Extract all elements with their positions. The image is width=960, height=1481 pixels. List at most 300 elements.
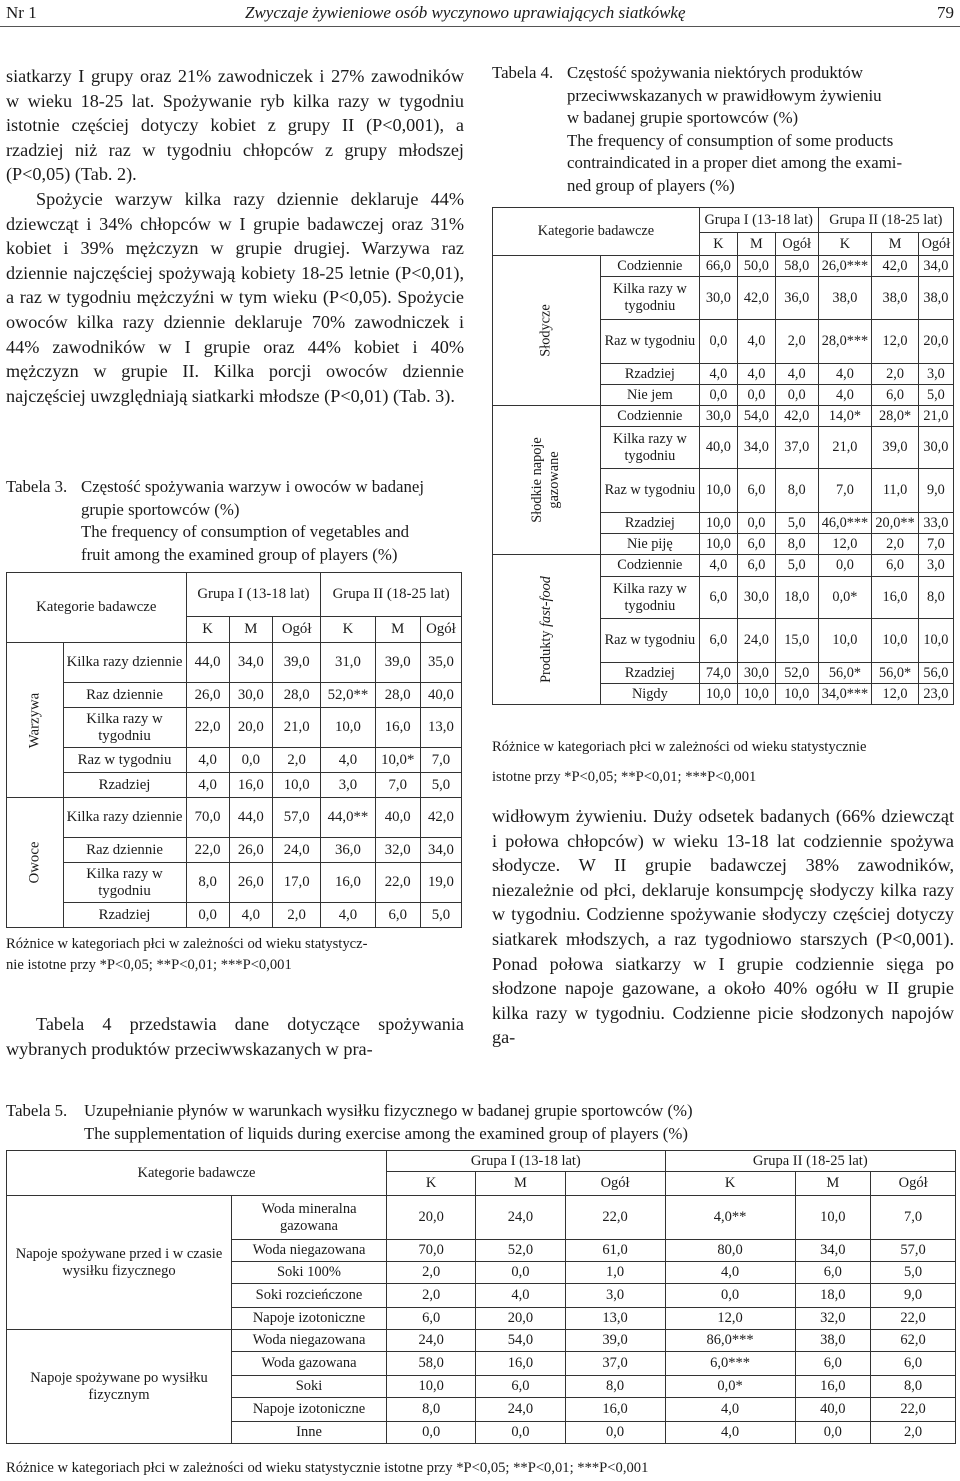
value-cell: 10,0 bbox=[699, 513, 737, 534]
left-column-text-bottom bbox=[6, 1012, 464, 1061]
value-cell: 42,0 bbox=[737, 277, 775, 320]
value-cell: 10,0 bbox=[699, 469, 737, 513]
value-cell: 30,0 bbox=[699, 406, 737, 427]
value-cell: 6,0*** bbox=[665, 1352, 795, 1376]
value-cell: 40,0 bbox=[420, 683, 461, 708]
caption-line: ned group of players (%) bbox=[567, 175, 735, 195]
value-cell: 34,0 bbox=[918, 256, 953, 277]
value-cell: 28,0 bbox=[272, 683, 320, 708]
value-cell: 6,0 bbox=[872, 385, 918, 406]
value-cell: 44,0 bbox=[229, 798, 272, 838]
value-cell: 6,0 bbox=[375, 903, 420, 928]
value-cell: 5,0 bbox=[871, 1262, 956, 1284]
value-cell: 34,0 bbox=[795, 1240, 871, 1262]
section-label bbox=[7, 643, 64, 798]
value-cell: 4,0 bbox=[321, 748, 375, 773]
caption-line: przeciwwskazanych w prawidłowym żywieniu bbox=[567, 85, 882, 105]
caption-line: fruit among the examined group of players (%) bbox=[81, 544, 398, 564]
sub-header: Ogół bbox=[420, 617, 461, 643]
sub-header: K bbox=[321, 617, 375, 643]
header-rule bbox=[0, 26, 960, 27]
value-cell: 38,0 bbox=[918, 277, 953, 320]
value-cell: 19,0 bbox=[420, 863, 461, 903]
value-cell: 16,0 bbox=[375, 708, 420, 748]
value-cell: 6,0 bbox=[872, 555, 918, 577]
row-label: Kilka razy w tygodniu bbox=[600, 427, 699, 469]
table-row bbox=[7, 798, 462, 838]
value-cell: 39,0 bbox=[565, 1330, 665, 1352]
row-label: Woda mineralna gazowana bbox=[232, 1196, 387, 1240]
value-cell: 5,0 bbox=[918, 385, 953, 406]
value-cell: 74,0 bbox=[699, 663, 737, 684]
value-cell: 16,0 bbox=[872, 577, 918, 619]
value-cell: 21,0 bbox=[918, 406, 953, 427]
sub-header: M bbox=[872, 233, 918, 256]
table-row bbox=[7, 903, 462, 928]
value-cell: 9,0 bbox=[918, 469, 953, 513]
value-cell: 6,0 bbox=[737, 469, 775, 513]
table-row bbox=[7, 1196, 956, 1240]
value-cell: 4,0 bbox=[775, 364, 818, 385]
row-label: Napoje izotoniczne bbox=[232, 1308, 387, 1330]
value-cell: 4,0 bbox=[665, 1262, 795, 1284]
row-label: Raz w tygodniu bbox=[63, 748, 186, 773]
value-cell: 8,0 bbox=[186, 863, 229, 903]
value-cell: 10,0 bbox=[775, 684, 818, 705]
value-cell: 32,0 bbox=[375, 838, 420, 863]
issue-number: Nr 1 bbox=[6, 3, 37, 22]
value-cell: 11,0 bbox=[872, 469, 918, 513]
sub-header: Ogół bbox=[918, 233, 953, 256]
value-cell: 10,0 bbox=[699, 684, 737, 705]
row-label: Nigdy bbox=[600, 684, 699, 705]
sub-header: M bbox=[476, 1172, 565, 1196]
value-cell: 10,0 bbox=[795, 1196, 871, 1240]
value-cell: 7,0 bbox=[871, 1196, 956, 1240]
section-label-text: Owoce bbox=[26, 841, 43, 884]
caption-line: The frequency of consumption of vegetables and bbox=[81, 522, 410, 542]
row-label: Kilka razy dziennie bbox=[63, 798, 186, 838]
value-cell: 8,0 bbox=[387, 1398, 476, 1422]
row-label: Soki bbox=[232, 1376, 387, 1398]
value-cell: 15,0 bbox=[775, 619, 818, 663]
row-label: Codziennie bbox=[600, 406, 699, 427]
value-cell: 0,0* bbox=[665, 1376, 795, 1398]
value-cell: 0,0 bbox=[565, 1422, 665, 1444]
row-label: Soki rozcieńczone bbox=[232, 1284, 387, 1308]
table3-caption bbox=[6, 476, 468, 570]
value-cell: 20,0** bbox=[872, 513, 918, 534]
section-label-text: Słodycze bbox=[537, 304, 554, 357]
value-cell: 58,0 bbox=[387, 1352, 476, 1376]
value-cell: 16,0 bbox=[795, 1376, 871, 1398]
caption-line: w badanej grupie sportowców (%) bbox=[567, 108, 799, 128]
value-cell: 22,0 bbox=[565, 1196, 665, 1240]
value-cell: 10,0 bbox=[321, 708, 375, 748]
sub-header: M bbox=[795, 1172, 871, 1196]
value-cell: 0,0 bbox=[818, 555, 872, 577]
value-cell: 6,0 bbox=[737, 534, 775, 555]
paragraph: widłowym żywieniu. Duży odsetek badanych (66% dziewcząt i połowa chłopców) w wieku 13-18 lat codziennie spożywa słodycze. W II grupie badawczej 38% zawodników, niezależnie od płci, deklaruje konsumpcję słodyczy kilka razy w tygodniu. Codzienne spożywanie słodyczy częściej dotyczy siatkarek młodszych, a raz tygodniowo starszych (P<0,001). Ponad połowa siatkarzy w I grupie codziennie sięga po słodzone napoje gazowane, a około 40% ogółu w II grupie kilka razy w tygodniu. Codzienne picie słodzonych napojów ga- bbox=[492, 806, 954, 1048]
value-cell: 30,0 bbox=[229, 683, 272, 708]
value-cell: 16,0 bbox=[321, 863, 375, 903]
table4 bbox=[492, 207, 954, 705]
value-cell: 40,0 bbox=[699, 427, 737, 469]
value-cell: 54,0 bbox=[476, 1330, 565, 1352]
row-label: Codziennie bbox=[600, 555, 699, 577]
row-label: Kilka razy w tygodniu bbox=[63, 708, 186, 748]
value-cell: 24,0 bbox=[387, 1330, 476, 1352]
sub-header: Ogół bbox=[565, 1172, 665, 1196]
sub-header: K bbox=[699, 233, 737, 256]
row-label: Codziennie bbox=[600, 256, 699, 277]
value-cell: 0,0 bbox=[795, 1422, 871, 1444]
value-cell: 0,0 bbox=[737, 385, 775, 406]
value-cell: 4,0 bbox=[665, 1422, 795, 1444]
value-cell: 5,0 bbox=[775, 555, 818, 577]
page-number: 79 bbox=[937, 3, 954, 22]
value-cell: 56,0 bbox=[918, 663, 953, 684]
section-label-text: Warzywa bbox=[26, 692, 43, 748]
value-cell: 16,0 bbox=[476, 1352, 565, 1376]
value-cell: 4,0 bbox=[699, 364, 737, 385]
value-cell: 10,0 bbox=[818, 619, 872, 663]
value-cell: 34,0 bbox=[737, 427, 775, 469]
value-cell: 10,0 bbox=[272, 773, 320, 798]
value-cell: 6,0 bbox=[795, 1352, 871, 1376]
value-cell: 0,0 bbox=[476, 1422, 565, 1444]
caption-line: The frequency of consumption of some products bbox=[567, 130, 894, 150]
value-cell: 2,0 bbox=[272, 748, 320, 773]
table5-note: Różnice w kategoriach płci w zależności od wieku statystycznie istotne przy *P<0,05; **P<0,01; ***P<0,001 bbox=[6, 1460, 649, 1476]
value-cell: 38,0 bbox=[795, 1330, 871, 1352]
value-cell: 37,0 bbox=[775, 427, 818, 469]
value-cell: 24,0 bbox=[272, 838, 320, 863]
table-row bbox=[493, 555, 954, 577]
value-cell: 80,0 bbox=[665, 1240, 795, 1262]
value-cell: 86,0*** bbox=[665, 1330, 795, 1352]
row-label: Raz w tygodniu bbox=[600, 320, 699, 364]
value-cell: 0,0* bbox=[818, 577, 872, 619]
value-cell: 44,0 bbox=[186, 643, 229, 683]
value-cell: 5,0 bbox=[775, 513, 818, 534]
value-cell: 39,0 bbox=[872, 427, 918, 469]
row-label: Kilka razy w tygodniu bbox=[600, 577, 699, 619]
paragraph: siatkarzy I grupy oraz 21% zawodniczek i 27% zawodników w wieku 18-25 lat. Spożywanie ryb kilka razy w tygodniu istotnie częściej dotyczy kobiet z grupy II (P<0,001), a rzadziej niż raz w tygodniu chłopców z grupy młodszej (P<0,05) (Tab. 2). bbox=[6, 66, 464, 185]
value-cell: 10,0 bbox=[699, 534, 737, 555]
value-cell: 57,0 bbox=[272, 798, 320, 838]
left-column-text-top bbox=[6, 64, 464, 408]
sub-header: Ogół bbox=[871, 1172, 956, 1196]
value-cell: 26,0 bbox=[186, 683, 229, 708]
value-cell: 10,0 bbox=[918, 619, 953, 663]
value-cell: 7,0 bbox=[420, 748, 461, 773]
category-header: Kategorie badawcze bbox=[7, 1151, 387, 1196]
value-cell: 4,0 bbox=[818, 385, 872, 406]
section-label bbox=[7, 798, 64, 928]
value-cell: 34,0 bbox=[420, 838, 461, 863]
value-cell: 8,0 bbox=[775, 469, 818, 513]
value-cell: 12,0 bbox=[665, 1308, 795, 1330]
value-cell: 7,0 bbox=[375, 773, 420, 798]
value-cell: 56,0* bbox=[818, 663, 872, 684]
value-cell: 30,0 bbox=[737, 577, 775, 619]
note-line: Różnice w kategoriach płci w zależności od wieku statystycz- bbox=[6, 936, 368, 952]
value-cell: 21,0 bbox=[272, 708, 320, 748]
category-header: Kategorie badawcze bbox=[493, 208, 700, 256]
table-row bbox=[493, 256, 954, 277]
value-cell: 4,0 bbox=[229, 903, 272, 928]
group-header: Grupa II (18-25 lat) bbox=[321, 573, 462, 617]
value-cell: 56,0* bbox=[872, 663, 918, 684]
sub-header: M bbox=[737, 233, 775, 256]
table3-label: Tabela 3. bbox=[6, 477, 68, 496]
value-cell: 20,0 bbox=[476, 1308, 565, 1330]
value-cell: 12,0 bbox=[872, 320, 918, 364]
value-cell: 28,0*** bbox=[818, 320, 872, 364]
table4-label: Tabela 4. bbox=[492, 63, 554, 82]
value-cell: 52,0** bbox=[321, 683, 375, 708]
value-cell: 2,0 bbox=[272, 903, 320, 928]
value-cell: 0,0 bbox=[775, 385, 818, 406]
table-row bbox=[493, 406, 954, 427]
value-cell: 38,0 bbox=[872, 277, 918, 320]
value-cell: 2,0 bbox=[775, 320, 818, 364]
value-cell: 0,0 bbox=[737, 513, 775, 534]
value-cell: 44,0** bbox=[321, 798, 375, 838]
value-cell: 4,0 bbox=[476, 1284, 565, 1308]
value-cell: 39,0 bbox=[272, 643, 320, 683]
paragraph: Spożycie warzyw kilka razy dziennie deklaruje 44% dziewcząt i 34% chłopców w I grupie badawczej oraz 31% kobiet i 39% mężczyzn w grupie drugiej. Warzywa raz dziennie najczęściej spożywają kobiety 18-25 letnie (P<0,01), a raz w tygodniu mężczyźni w tym wieku (P<0,05). Spożycie owoców kilka razy dziennie deklaruje 70% zawodniczek i 44% zawodników w I grupie oraz 44% kobiet i 40% mężczyzn w grupie II. Kilka porcji owoców dziennie najczęściej uwzględniają siatkarki młodsze (P<0,01) (Tab. 3). bbox=[6, 188, 464, 406]
row-label: Nie piję bbox=[600, 534, 699, 555]
value-cell: 20,0 bbox=[918, 320, 953, 364]
caption-line: Częstość spożywania niektórych produktów bbox=[567, 63, 863, 82]
value-cell: 10,0 bbox=[737, 684, 775, 705]
value-cell: 3,0 bbox=[321, 773, 375, 798]
table-row bbox=[7, 708, 462, 748]
value-cell: 5,0 bbox=[420, 773, 461, 798]
value-cell: 3,0 bbox=[918, 555, 953, 577]
row-label: Inne bbox=[232, 1422, 387, 1444]
table-row bbox=[7, 643, 462, 683]
value-cell: 6,0 bbox=[699, 577, 737, 619]
value-cell: 6,0 bbox=[699, 619, 737, 663]
value-cell: 50,0 bbox=[737, 256, 775, 277]
value-cell: 20,0 bbox=[387, 1196, 476, 1240]
row-label: Nie jem bbox=[600, 385, 699, 406]
caption-line: contraindicated in a proper diet among the exami- bbox=[567, 153, 903, 173]
value-cell: 4,0 bbox=[818, 364, 872, 385]
value-cell: 4,0 bbox=[186, 748, 229, 773]
value-cell: 10,0 bbox=[387, 1376, 476, 1398]
row-label: Raz w tygodniu bbox=[600, 619, 699, 663]
table-row bbox=[7, 838, 462, 863]
value-cell: 17,0 bbox=[272, 863, 320, 903]
caption-line: grupie sportowców (%) bbox=[81, 499, 240, 519]
value-cell: 6,0 bbox=[795, 1262, 871, 1284]
row-label: Woda niegazowana bbox=[232, 1240, 387, 1262]
value-cell: 18,0 bbox=[775, 577, 818, 619]
sub-header: M bbox=[375, 617, 420, 643]
row-label: Napoje izotoniczne bbox=[232, 1398, 387, 1422]
caption-line: Częstość spożywania warzyw i owoców w badanej bbox=[81, 477, 424, 496]
value-cell: 34,0*** bbox=[818, 684, 872, 705]
value-cell: 4,0 bbox=[737, 320, 775, 364]
sub-header: K bbox=[665, 1172, 795, 1196]
table-row bbox=[7, 863, 462, 903]
sub-header: K bbox=[387, 1172, 476, 1196]
sub-header: M bbox=[229, 617, 272, 643]
running-title: Zwyczaje żywieniowe osób wyczynowo uprawiających siatkówkę bbox=[245, 3, 686, 22]
table5-label: Tabela 5. bbox=[6, 1101, 68, 1120]
caption-line: The supplementation of liquids during exercise among the examined group of players (%) bbox=[84, 1123, 688, 1143]
value-cell: 0,0 bbox=[665, 1284, 795, 1308]
value-cell: 37,0 bbox=[565, 1352, 665, 1376]
group-header: Grupa II (18-25 lat) bbox=[818, 208, 953, 233]
page-header bbox=[0, 0, 960, 28]
value-cell: 4,0 bbox=[186, 773, 229, 798]
value-cell: 5,0 bbox=[420, 903, 461, 928]
value-cell: 22,0 bbox=[375, 863, 420, 903]
table4-caption bbox=[492, 62, 956, 202]
table-row bbox=[7, 773, 462, 798]
section-label-text: Produkty fast-food bbox=[537, 576, 554, 683]
value-cell: 32,0 bbox=[795, 1308, 871, 1330]
value-cell: 46,0*** bbox=[818, 513, 872, 534]
value-cell: 42,0 bbox=[775, 406, 818, 427]
value-cell: 36,0 bbox=[321, 838, 375, 863]
row-label: Woda niegazowana bbox=[232, 1330, 387, 1352]
value-cell: 12,0 bbox=[818, 534, 872, 555]
value-cell: 6,0 bbox=[871, 1352, 956, 1376]
section-label: Napoje spożywane przed i w czasie wysiłku fizycznego bbox=[7, 1196, 232, 1330]
value-cell: 26,0*** bbox=[818, 256, 872, 277]
value-cell: 6,0 bbox=[387, 1308, 476, 1330]
value-cell: 21,0 bbox=[818, 427, 872, 469]
table-row bbox=[7, 748, 462, 773]
value-cell: 4,0 bbox=[665, 1398, 795, 1422]
value-cell: 8,0 bbox=[871, 1376, 956, 1398]
section-label bbox=[493, 555, 601, 705]
value-cell: 13,0 bbox=[420, 708, 461, 748]
paragraph: Tabela 4 przedstawia dane dotyczące spożywania wybranych produktów przeciwwskazanych w pra- bbox=[6, 1014, 464, 1059]
table5-caption bbox=[6, 1100, 956, 1148]
table-row bbox=[7, 683, 462, 708]
value-cell: 1,0 bbox=[565, 1262, 665, 1284]
row-label: Kilka razy dziennie bbox=[63, 643, 186, 683]
value-cell: 4,0** bbox=[665, 1196, 795, 1240]
value-cell: 26,0 bbox=[229, 838, 272, 863]
value-cell: 0,0 bbox=[476, 1262, 565, 1284]
value-cell: 26,0 bbox=[229, 863, 272, 903]
group-header: Grupa I (13-18 lat) bbox=[699, 208, 818, 233]
value-cell: 20,0 bbox=[229, 708, 272, 748]
value-cell: 30,0 bbox=[737, 663, 775, 684]
value-cell: 4,0 bbox=[699, 555, 737, 577]
sub-header: Ogół bbox=[272, 617, 320, 643]
value-cell: 39,0 bbox=[375, 643, 420, 683]
value-cell: 22,0 bbox=[871, 1398, 956, 1422]
note-line: nie istotne przy *P<0,05; **P<0,01; ***P<0,001 bbox=[6, 957, 292, 973]
value-cell: 57,0 bbox=[871, 1240, 956, 1262]
value-cell: 40,0 bbox=[795, 1398, 871, 1422]
section-label bbox=[493, 256, 601, 406]
value-cell: 8,0 bbox=[918, 577, 953, 619]
sub-header: K bbox=[186, 617, 229, 643]
note-line: Różnice w kategoriach płci w zależności od wieku statystycznie bbox=[492, 739, 867, 755]
value-cell: 40,0 bbox=[375, 798, 420, 838]
value-cell: 0,0 bbox=[699, 385, 737, 406]
row-label: Soki 100% bbox=[232, 1262, 387, 1284]
group-header: Grupa II (18-25 lat) bbox=[665, 1151, 955, 1172]
value-cell: 42,0 bbox=[420, 798, 461, 838]
value-cell: 13,0 bbox=[565, 1308, 665, 1330]
row-label: Rzadziej bbox=[63, 903, 186, 928]
value-cell: 36,0 bbox=[775, 277, 818, 320]
value-cell: 4,0 bbox=[321, 903, 375, 928]
value-cell: 3,0 bbox=[918, 364, 953, 385]
row-label: Rzadziej bbox=[600, 663, 699, 684]
value-cell: 22,0 bbox=[871, 1308, 956, 1330]
value-cell: 30,0 bbox=[918, 427, 953, 469]
note-line: istotne przy *P<0,05; **P<0,01; ***P<0,001 bbox=[492, 769, 757, 785]
row-label: Rzadziej bbox=[600, 513, 699, 534]
row-label: Kilka razy w tygodniu bbox=[63, 863, 186, 903]
value-cell: 14,0* bbox=[818, 406, 872, 427]
row-label: Kilka razy w tygodniu bbox=[600, 277, 699, 320]
section-label bbox=[493, 406, 601, 555]
value-cell: 70,0 bbox=[387, 1240, 476, 1262]
value-cell: 2,0 bbox=[872, 534, 918, 555]
table5 bbox=[6, 1150, 956, 1444]
table-row bbox=[7, 1330, 956, 1352]
right-column-text bbox=[492, 804, 954, 1050]
row-label: Raz dziennie bbox=[63, 838, 186, 863]
value-cell: 16,0 bbox=[229, 773, 272, 798]
table3-note bbox=[6, 934, 466, 976]
value-cell: 0,0 bbox=[387, 1422, 476, 1444]
value-cell: 42,0 bbox=[872, 256, 918, 277]
sub-header: Ogół bbox=[775, 233, 818, 256]
value-cell: 2,0 bbox=[872, 364, 918, 385]
row-label: Rzadziej bbox=[63, 773, 186, 798]
value-cell: 22,0 bbox=[186, 838, 229, 863]
value-cell: 16,0 bbox=[565, 1398, 665, 1422]
value-cell: 0,0 bbox=[229, 748, 272, 773]
value-cell: 62,0 bbox=[871, 1330, 956, 1352]
value-cell: 28,0* bbox=[872, 406, 918, 427]
value-cell: 8,0 bbox=[775, 534, 818, 555]
value-cell: 35,0 bbox=[420, 643, 461, 683]
value-cell: 28,0 bbox=[375, 683, 420, 708]
group-header: Grupa I (13-18 lat) bbox=[387, 1151, 666, 1172]
value-cell: 30,0 bbox=[699, 277, 737, 320]
value-cell: 34,0 bbox=[229, 643, 272, 683]
value-cell: 52,0 bbox=[476, 1240, 565, 1262]
value-cell: 2,0 bbox=[871, 1422, 956, 1444]
value-cell: 9,0 bbox=[871, 1284, 956, 1308]
caption-line: Uzupełnianie płynów w warunkach wysiłku fizycznego w badanej grupie sportowców (%) bbox=[84, 1101, 693, 1120]
row-label: Rzadziej bbox=[600, 364, 699, 385]
value-cell: 22,0 bbox=[186, 708, 229, 748]
value-cell: 2,0 bbox=[387, 1262, 476, 1284]
value-cell: 18,0 bbox=[795, 1284, 871, 1308]
value-cell: 4,0 bbox=[737, 364, 775, 385]
value-cell: 6,0 bbox=[476, 1376, 565, 1398]
value-cell: 52,0 bbox=[775, 663, 818, 684]
value-cell: 10,0* bbox=[375, 748, 420, 773]
value-cell: 23,0 bbox=[918, 684, 953, 705]
